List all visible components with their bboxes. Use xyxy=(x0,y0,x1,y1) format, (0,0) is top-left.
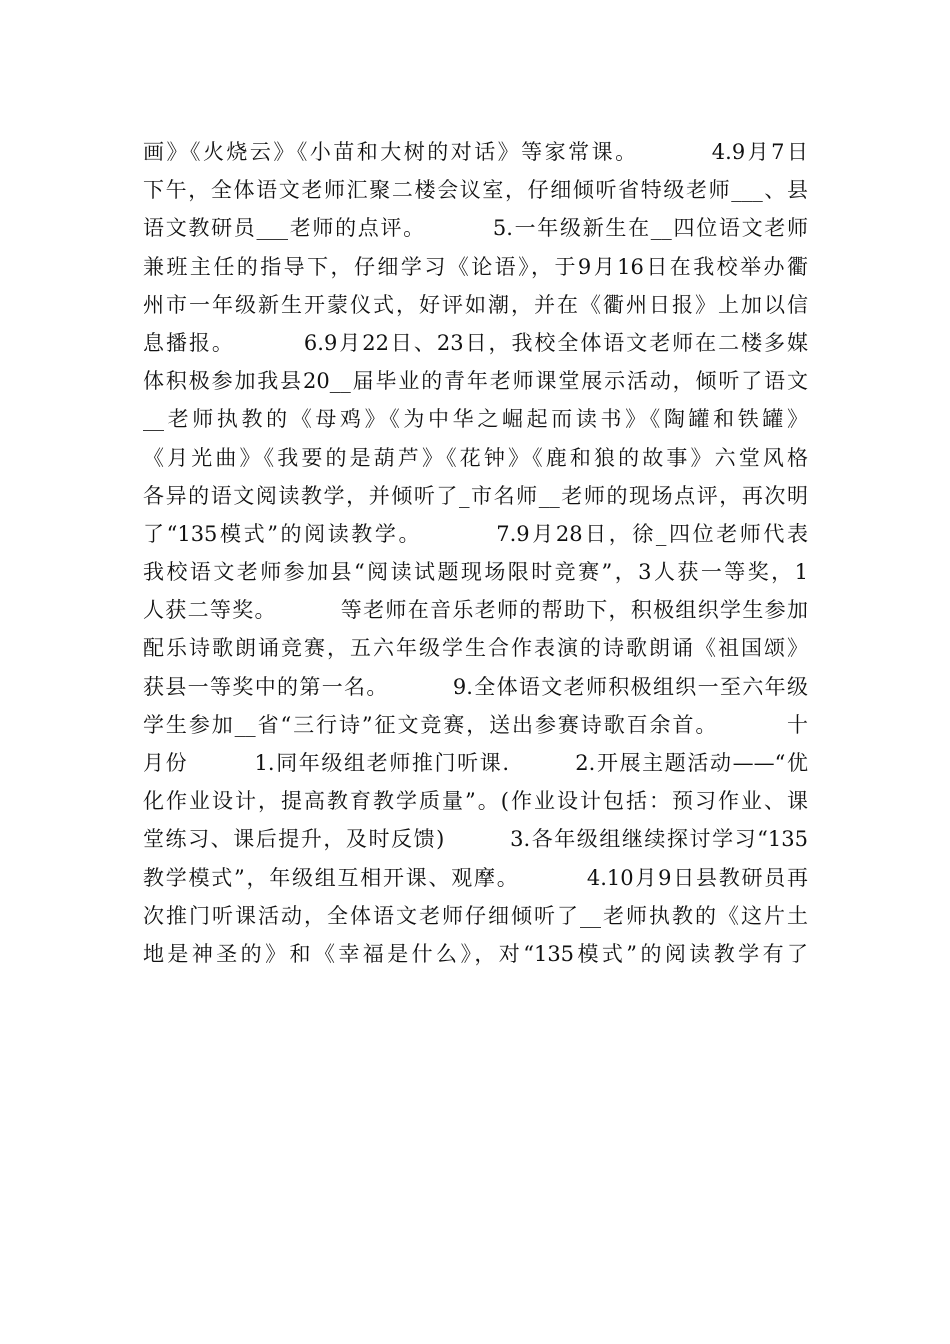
text-line: 月份 1.同年级组老师推门听课. 2.开展主题活动——“优 xyxy=(143,751,808,775)
text-line: 画》《火烧云》《小苗和大树的对话》等家常课。 4.9月7日 xyxy=(143,140,808,164)
text-line: 语文教研员___老师的点评。 5.一年级新生在__四位语文老师 xyxy=(143,216,808,241)
text-line: 《月光曲》《我要的是葫芦》《花钟》《鹿和狼的故事》六堂风格 xyxy=(143,445,808,470)
text-line: 了“135模式”的阅读教学。 7.9月28日，徐_四位老师代表 xyxy=(143,521,808,546)
text-line: 配乐诗歌朗诵竞赛，五六年级学生合作表演的诗歌朗诵《祖国颂》 xyxy=(143,636,808,661)
text-line: 学生参加__省“三行诗”征文竞赛，送出参赛诗歌百余首。 十 xyxy=(143,712,808,737)
text-line: 获县一等奖中的第一名。 9.全体语文老师积极组织一至六年级 xyxy=(143,674,808,699)
text-line: 我校语文老师参加县“阅读试题现场限时竞赛”，3人获一等奖，1 xyxy=(143,560,808,585)
text-line: 各异的语文阅读教学，并倾听了_市名师__老师的现场点评，再次明 xyxy=(143,483,808,508)
text-line: __老师执教的《母鸡》《为中华之崛起而读书》《陶罐和铁罐》 xyxy=(143,407,808,432)
text-line: 人获二等奖。 等老师在音乐老师的帮助下，积极组织学生参加 xyxy=(143,598,808,623)
text-line: 体积极参加我县20__届毕业的青年老师课堂展示活动，倾听了语文 xyxy=(143,369,808,394)
text-line: 次推门听课活动，全体语文老师仔细倾听了__老师执教的《这片土 xyxy=(143,903,808,928)
text-line: 兼班主任的指导下，仔细学习《论语》，于9月16日在我校举办衢 xyxy=(143,254,808,279)
text-line: 州市一年级新生开蒙仪式，好评如潮，并在《衢州日报》上加以信 xyxy=(143,292,808,317)
text-line: 化作业设计，提高教育教学质量”。(作业设计包括：预习作业、课 xyxy=(143,789,808,814)
text-line: 息播报。 6.9月22日、23日，我校全体语文老师在二楼多媒 xyxy=(143,330,808,355)
text-line: 教学模式”，年级组互相开课、观摩。 4.10月9日县教研员再 xyxy=(143,865,808,890)
text-line: 堂练习、课后提升，及时反馈) 3.各年级组继续探讨学习“135 xyxy=(143,827,808,852)
body-text xyxy=(143,133,808,973)
text-line: 下午，全体语文老师汇聚二楼会议室，仔细倾听省特级老师___、县 xyxy=(143,178,808,203)
text-line: 地是神圣的》和《幸福是什么》，对“135模式”的阅读教学有了 xyxy=(143,941,808,966)
